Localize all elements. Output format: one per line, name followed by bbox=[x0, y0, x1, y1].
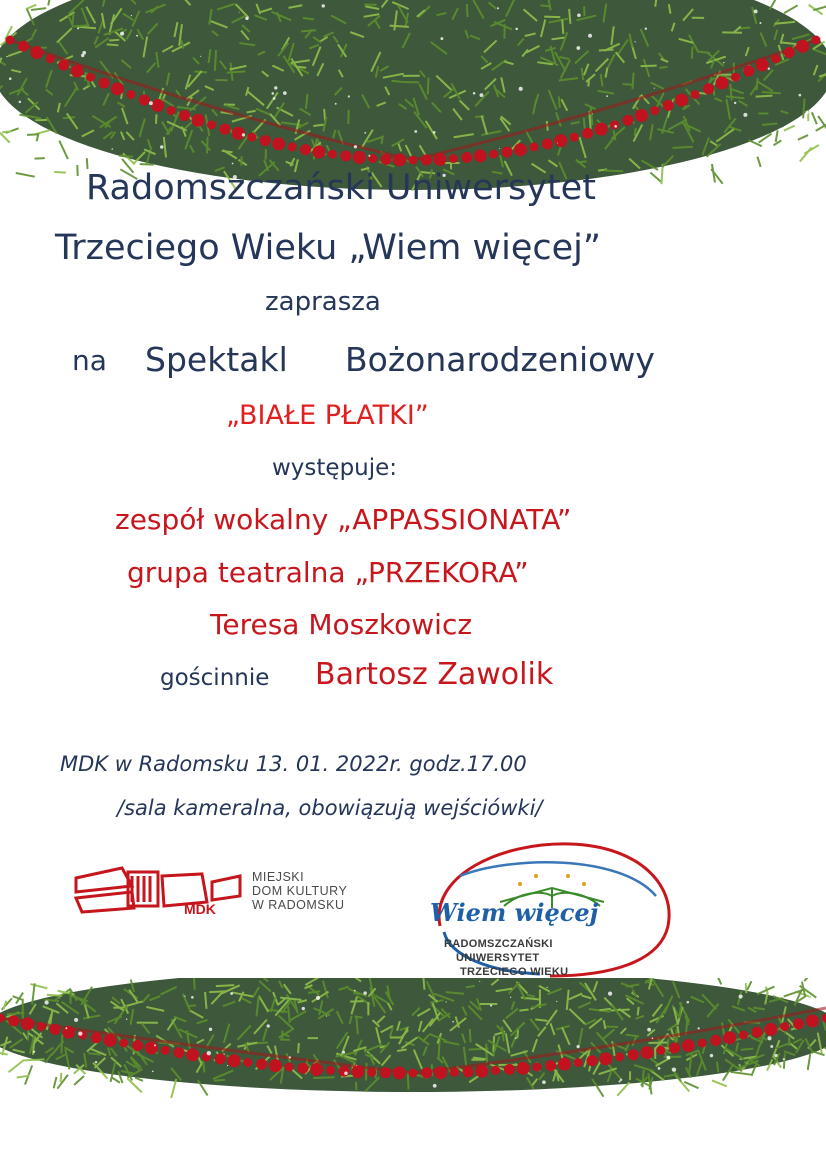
invites-word: zaprasza bbox=[265, 287, 381, 317]
mdk-logo-text bbox=[252, 870, 347, 912]
mdk-line-2: DOM KULTURY bbox=[252, 884, 348, 898]
wiem-line-2: UNIWERSYTET bbox=[456, 952, 540, 964]
mdk-line-1: MIEJSKI bbox=[252, 870, 305, 884]
play-title: „BIAŁE PŁATKI” bbox=[226, 400, 429, 431]
wiem-script: Wiem więcej bbox=[430, 898, 599, 927]
organizer-line-2: Trzeciego Wieku „Wiem więcej” bbox=[55, 228, 602, 268]
guest-label: gościnnie bbox=[160, 665, 270, 691]
wiem-line-3: TRZECIEGO WIEKU bbox=[460, 966, 569, 978]
show-type: Bożonarodzeniowy bbox=[345, 340, 655, 379]
show-preposition: na bbox=[72, 344, 107, 377]
guest-name: Bartosz Zawolik bbox=[315, 657, 554, 692]
performer-soloist: Teresa Moszkowicz bbox=[210, 608, 473, 641]
show-title: Spektakl bbox=[145, 340, 288, 379]
performer-vocal-ensemble: zespół wokalny „APPASSIONATA” bbox=[115, 503, 572, 536]
organizer-line-1: Radomszczański Uniwersytet bbox=[86, 168, 596, 208]
mdk-line-3: W RADOMSKU bbox=[252, 898, 345, 912]
performer-theater-group: grupa teatralna „PRZEKORA” bbox=[127, 556, 529, 589]
performers-label: występuje: bbox=[272, 455, 398, 481]
wiem-line-1: RADOMSZCZAŃSKI bbox=[444, 938, 553, 950]
venue-datetime: MDK w Radomsku 13. 01. 2022r. godz.17.00 bbox=[60, 752, 527, 776]
mdk-mark: MDK bbox=[184, 901, 216, 917]
christmas-garland-bottom bbox=[0, 978, 826, 1098]
room-note: /sala kameralna, obowiązują wejściówki/ bbox=[117, 796, 543, 820]
